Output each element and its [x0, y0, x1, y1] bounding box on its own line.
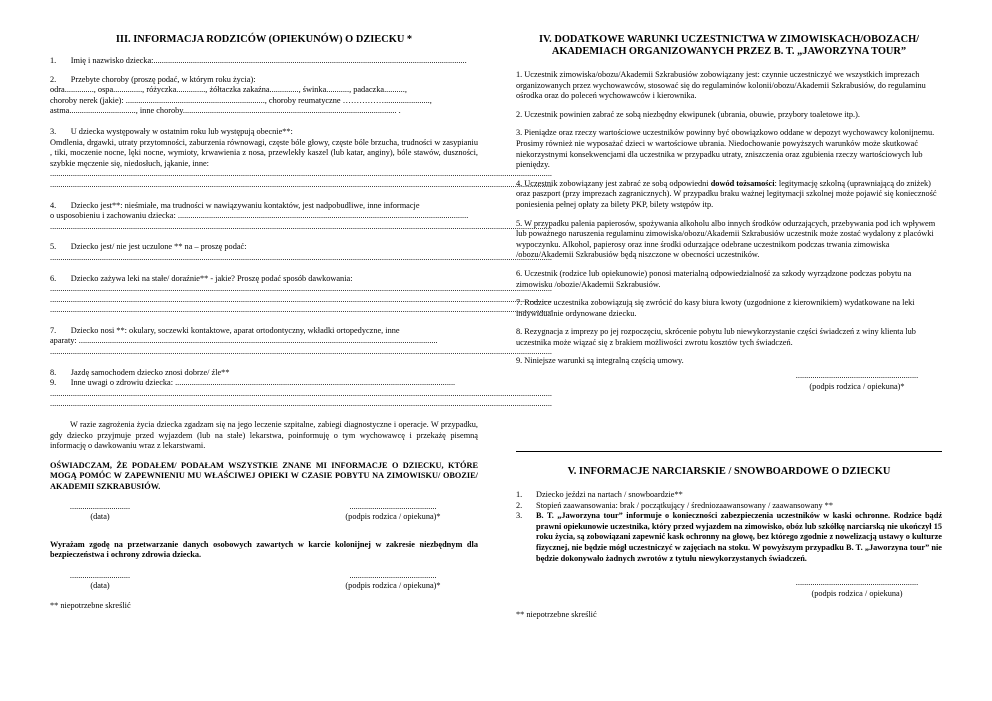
q7-line: aparaty: ............................................................................................................................................................................. [50, 336, 438, 346]
ski-item-2 [516, 501, 942, 512]
condition-4-part-1: 4. Uczestnik zobowiązany jest zabrać ze sobą odpowiedni [516, 178, 711, 188]
q9-other-notes: 9. Inne uwagi o zdrowiu dziecka: ....................................................................................................................................... [50, 378, 456, 388]
declaration: OŚWIADCZAM, ŻE PODAŁEM/ PODAŁAM WSZYSTKIE ZNANE MI INFORMACJE O DZIECKU, KTÓRE MOGĄ POMÓC W ZAPEWNIENIU MU WŁAŚCIWEJ OPIEKI W CZASIE POBYTU NA ZIMOWISKU/ OBOZIE/ AKADEMII SZKRABUSIÓW. [50, 460, 478, 491]
q8-car-travel: 8. Jazdę samochodem dziecko znosi dobrze/ źle** [50, 367, 230, 377]
section-divider [516, 451, 942, 452]
ski-item-3-text: B. T. „Jaworzyna tour” informuje o konieczności zabezpieczenia uczestników w kaski ochronne. Rodzice bądź prawni opiekunowie uczestnika, który przed wyjazdem na zimowisko, obóz lub szkółkę narciarską nie ukończył 15 roku życia, są zobowiązani zapewnić kask ochronny na głowę, bez którego zgodnie z nowelizacją ustawy o kulturze fizycznej, nie będzie mógł uczestniczyć w zajęciach na stoku. W powyższym przypadku B. T. „Jaworzyna tour” nie będzie dokonywało żadnych zwrotów z tytułu niewykorzystanych świadczeń. [536, 511, 942, 563]
q3-answer-line-2: .................................................................................................................................................................................................................................................. [50, 179, 552, 189]
ski-item-3-number: 3. [516, 511, 523, 521]
condition-2: 2. Uczestnik powinien zabrać ze sobą niezbędny ekwipunek (ubrania, obuwie, przybory toaletowe itp.). [516, 109, 860, 119]
q4-line: o usposobieniu i zachowaniu dziecka: ............................................................................................................................................ [50, 211, 469, 221]
ski-item-2-text: Stopień zaawansowania: brak / początkujący / średniozaawansowany / zaawansowany ** [536, 500, 833, 510]
condition-7: 7. Rodzice uczestnika zobowiązują się zwrócić do kasy biura kwoty (uzgodnione z kierownikiem) wydatkowane na leki indywidualnie ordynowane dziecku. [516, 298, 915, 318]
ski-item-1-number: 1. [516, 490, 523, 499]
ski-item-2-number: 2. [516, 500, 523, 510]
q4-header: 4. Dziecko jest**: nieśmiałe, ma trudności w nawiązywaniu kontaktów, jest nadpobudliwe, inne informacje [50, 200, 420, 210]
q9-answer-line-2: .................................................................................................................................................................................................................................................. [50, 399, 552, 409]
q6-answer-line-1: .................................................................................................................................................................................................................................................. [50, 284, 552, 294]
q2-line-2: choroby nerek (jakie): ..................................................................., choroby reumatyczne ……………......................, [50, 95, 432, 105]
q2-header: 2. Przebyte choroby (proszę podać, w którym roku życia): [50, 74, 256, 84]
q6-answer-line-3: .................................................................................................................................................................................................................................................. [50, 305, 552, 315]
signature-dots: .......................................... [349, 570, 437, 580]
section-iv-title-1: IV. DODATKOWE WARUNKI UCZESTNICTWA W ZIMOWISKACH/OBOZACH/ [538, 34, 920, 45]
parent-signature-label: (podpis rodzica / opiekuna) [811, 588, 903, 598]
condition-4 [516, 179, 942, 211]
condition-8: 8. Rezygnacja z imprezy po jej rozpoczęciu, skrócenie pobytu lub niewykorzystanie części świadczeń z winy klienta lub uczestnika może wiązać się z brakiem możliwości zwrotu kosztów tych świadczeń. [516, 327, 916, 347]
signature-dots: ........................................................... [795, 371, 919, 381]
q3-symptoms: Omdlenia, drgawki, utraty przytomności, zaburzenia równowagi, częste bóle głowy, częste bóle brzucha, trudności w zasypianiu , tiki, moczenie nocne, lęki nocne, wymioty, krwawienia z nosa, przewlekły kaszel (lub katar, anginy), bóle stawów, duszności, szybkie męczenie się, niedosłuch, jąkanie, inne: [50, 137, 478, 168]
ski-item-1 [516, 490, 942, 501]
q3-answer-line-1: .................................................................................................................................................................................................................................................. [50, 169, 552, 179]
q7-aids: 7. Dziecko nosi **: okulary, soczewki kontaktowe, aparat ortodontyczny, wkładki ortopedyczne, inne [50, 325, 400, 335]
section-iv-title-2: AKADEMIACH ORGANIZOWANYCH PRZEZ B. T. „JAWORZYNA TOUR” [551, 46, 907, 57]
section-v-ski-info [496, 466, 992, 701]
q6-medications: 6. Dziecko zażywa leki na stałe/ doraźnie** - jakie? Proszę podać sposób dawkowania: [50, 273, 353, 283]
condition-5: 5. W przypadku palenia papierosów, spożywania alkoholu albo innych środków odurzających, przebywania pod ich wpływem lub poważnego naruszenia regulaminu zimowiska/obozu/Akademii Szkrabusiów uczestnik może zostać wydalony z placówki wypoczynku. Alkohol, papierosy oraz inne środki odurzające odebrane uczestnikom podczas trwania zimowiska /obozu/Akademii Szkrabusiów będą niszczone w obecności uczestników. [516, 218, 936, 260]
gdpr-consent: Wyrażam zgodę na przetwarzanie danych osobowych zawartych w karcie kolonijnej w zakresie niezbędnym dla bezpieczeństwa i ochrony zdrowia dziecka. [50, 539, 478, 560]
date-label: (data) [90, 512, 110, 522]
signature-block-iv [516, 371, 942, 395]
q1-child-name: 1. Imię i nazwisko dziecka:....................................................................................................................................................... [50, 56, 467, 65]
q7-answer-line: .................................................................................................................................................................................................................................................. [50, 347, 552, 357]
q2-line-1: odra.............., ospa.............., różyczka.............., żółtaczka zakaźna.............., świnka..........., padaczka.........., [50, 85, 407, 95]
signature-block-1 [50, 502, 478, 526]
signature-dots: ........................................................... [795, 578, 919, 588]
condition-6: 6. Uczestnik (rodzice lub opiekunowie) ponosi materialną odpowiedzialność za szkody wyrządzone podczas pobytu na zimowisku /obozie/Akademii Szkrabusiów. [516, 268, 912, 289]
condition-4-part-2: : legitymację szkolną (uprawniającą do zniżek) oraz paszport (przy imprezach zagranicznych). W przypadku braku ważnej legitymacji szkolnej może pojawić się konieczność poniesienia pełnej opłaty za bilety PKP, bilety wstępów itp. [516, 178, 937, 209]
condition-4-id-document: dowód tożsamości [710, 178, 775, 188]
q3-header: 3. U dziecka występowały w ostatnim roku lub występują obecnie**: [50, 126, 293, 136]
ski-item-3 [516, 511, 942, 564]
parent-signature-label: (podpis rodzica / opiekuna)* [345, 512, 441, 522]
parent-signature-label: (podpis rodzica / opiekuna)* [809, 381, 905, 391]
footnote: ** niepotrzebne skreślić [50, 600, 131, 610]
consent-treatment: W razie zagrożenia życia dziecka zgadzam się na jego leczenie szpitalne, zabiegi diagnostyczne i operacje. W przypadku, gdy dziecko przyjmuje przed wyjazdem (lub na stałe) lekarstwa, poinformuję o tym wychowawcę i przekażę pisemną informację o dawkowaniu wraz z lekarstwami. [50, 420, 478, 451]
section-iii-title: III. INFORMACJA RODZICÓW (OPIEKUNÓW) O DZIECKU * [115, 34, 413, 45]
footnote: ** niepotrzebne skreślić [516, 610, 597, 620]
q9-answer-line-1: .................................................................................................................................................................................................................................................. [50, 388, 552, 398]
date-label: (data) [90, 581, 110, 591]
condition-9: 9. Niniejsze warunki są integralną częścią umowy. [516, 356, 684, 366]
date-dots: ............................. [69, 501, 131, 511]
signature-block-v [516, 578, 942, 602]
condition-3: 3. Pieniądze oraz rzeczy wartościowe uczestników powinny być obowiązkowo oddane w depozyt wychowawcy kolonijnemu. Prosimy również nie wyposażać dzieci w wartościowe ubrania. Niedochowanie powyższych warunków może skutkować niekorzystnymi konsekwencjami dla uczestnika w przypadku utraty, zniszczenia oraz zgubienia rzeczy wartościowych lub pieniędzy. [516, 128, 935, 170]
date-dots: ............................. [69, 570, 131, 580]
q6-answer-line-2: .................................................................................................................................................................................................................................................. [50, 294, 552, 304]
signature-block-2 [50, 571, 478, 595]
parent-signature-label: (podpis rodzica / opiekuna)* [345, 581, 441, 591]
q4-answer-line: .................................................................................................................................................................................................................................................. [50, 221, 552, 231]
q5-answer-line: .................................................................................................................................................................................................................................................. [50, 252, 552, 262]
section-v-title: V. INFORMACJE NARCIARSKIE / SNOWBOARDOWE O DZIECKU [567, 466, 891, 477]
q5-allergies: 5. Dziecko jest/ nie jest uczulone ** na – proszę podać: [50, 242, 247, 252]
condition-1: 1. Uczestnik zimowiska/obozu/Akademii Szkrabusiów zobowiązany jest: czynnie uczestniczyć we wszystkich imprezach organizowanych przez wychowawców, stosować się do regulaminów kolonii/obozu/Akademii Szkrabusiów, do regulaminu ośrodka oraz do poleceń wychowawców i kierownika. [516, 70, 926, 101]
ski-item-1-text: Dziecko jeździ na nartach / snowboardzie** [536, 490, 683, 499]
q2-line-3: astma................................, inne choroby....................................................................................................... . [50, 106, 401, 116]
signature-dots: .......................................... [349, 501, 437, 511]
